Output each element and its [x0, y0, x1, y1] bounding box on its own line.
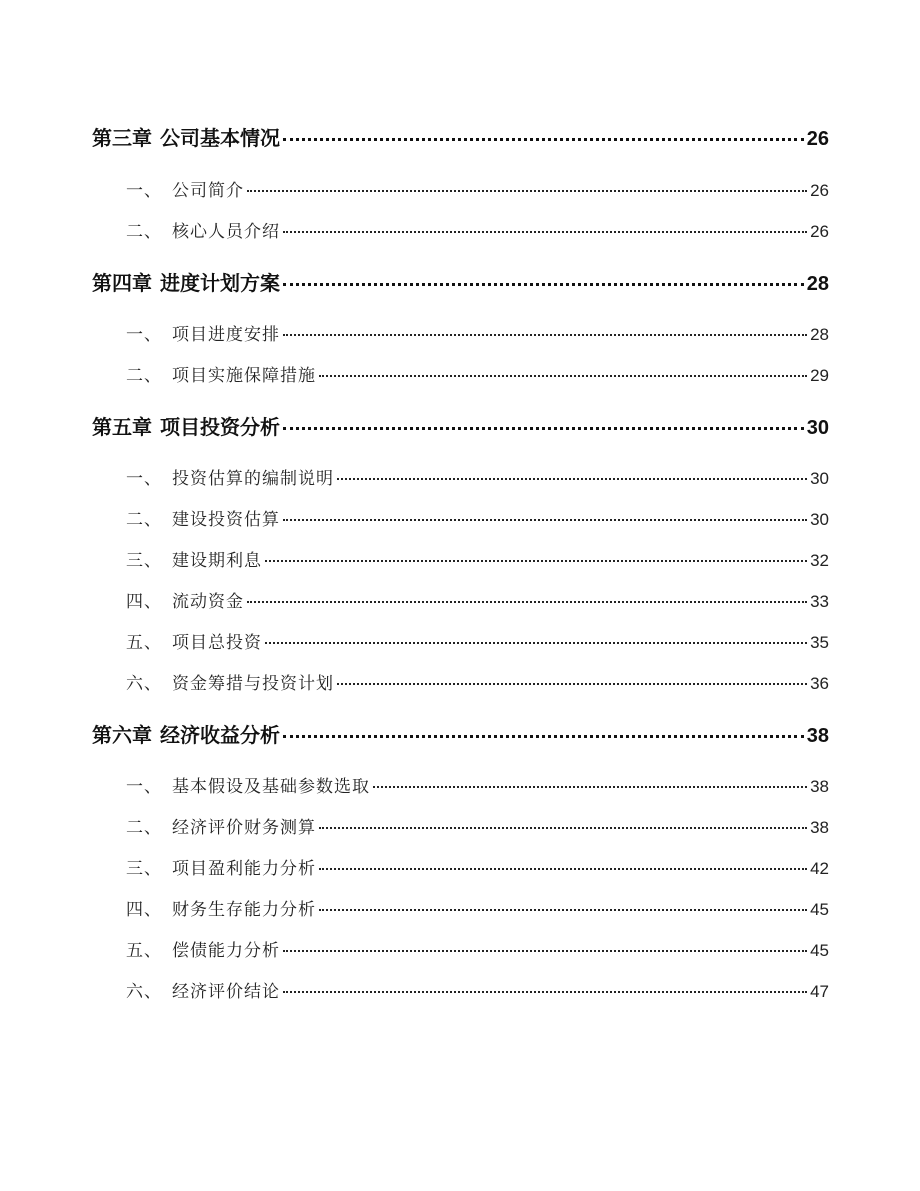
- toc-chapter-3[interactable]: [92, 122, 829, 151]
- chapter-number: 第五章: [92, 415, 152, 439]
- dot-leader: [283, 950, 807, 952]
- toc-chapter-5[interactable]: [92, 411, 829, 440]
- dot-leader: [319, 375, 807, 377]
- page-number: 29: [810, 366, 829, 385]
- section-title: 项目盈利能力分析: [172, 859, 316, 879]
- section-number: 一、: [126, 777, 162, 797]
- chapter-title: 项目投资分析: [160, 415, 280, 439]
- section-number: 二、: [126, 510, 162, 530]
- section-number: 三、: [126, 859, 162, 879]
- toc-section[interactable]: [126, 854, 829, 879]
- dot-leader: [283, 334, 807, 336]
- page-number: 28: [806, 273, 829, 295]
- section-number: 四、: [126, 592, 162, 612]
- section-number: 三、: [126, 551, 162, 571]
- section-number: 二、: [126, 222, 162, 242]
- toc-section[interactable]: [126, 669, 829, 694]
- section-number: 六、: [126, 674, 162, 694]
- section-title: 基本假设及基础参数选取: [172, 777, 370, 797]
- section-title: 投资估算的编制说明: [172, 469, 334, 489]
- page-number: 28: [810, 325, 829, 344]
- page-number: 36: [810, 674, 829, 693]
- page-number: 38: [810, 777, 829, 796]
- dot-leader: [283, 138, 804, 141]
- section-number: 六、: [126, 982, 162, 1002]
- page-number: 42: [810, 859, 829, 878]
- page-number: 30: [810, 510, 829, 529]
- section-number: 一、: [126, 181, 162, 201]
- dot-leader: [283, 735, 804, 738]
- page-number: 30: [810, 469, 829, 488]
- section-title: 建设期利息: [172, 551, 262, 571]
- page-number: 45: [810, 900, 829, 919]
- dot-leader: [283, 283, 804, 286]
- dot-leader: [283, 427, 804, 430]
- section-number: 二、: [126, 818, 162, 838]
- toc-section[interactable]: [126, 546, 829, 571]
- dot-leader: [373, 786, 807, 788]
- toc-section[interactable]: [126, 320, 829, 345]
- dot-leader: [319, 827, 807, 829]
- toc-section[interactable]: [126, 176, 829, 201]
- section-title: 建设投资估算: [172, 510, 280, 530]
- chapter-number: 第六章: [92, 723, 152, 747]
- page-number: 38: [810, 818, 829, 837]
- section-number: 五、: [126, 633, 162, 653]
- section-title: 项目进度安排: [172, 325, 280, 345]
- section-title: 项目实施保障措施: [172, 366, 316, 386]
- section-title: 流动资金: [172, 592, 244, 612]
- page-number: 33: [810, 592, 829, 611]
- toc-section[interactable]: [126, 217, 829, 242]
- toc-section[interactable]: [126, 505, 829, 530]
- dot-leader: [265, 642, 807, 644]
- page-number: 26: [806, 128, 829, 150]
- toc-section[interactable]: [126, 813, 829, 838]
- section-number: 四、: [126, 900, 162, 920]
- dot-leader: [283, 231, 807, 233]
- chapter-title: 公司基本情况: [160, 126, 280, 150]
- toc-section[interactable]: [126, 977, 829, 1002]
- page-number: 26: [810, 222, 829, 241]
- section-title: 偿债能力分析: [172, 941, 280, 961]
- dot-leader: [283, 991, 807, 993]
- dot-leader: [247, 190, 807, 192]
- section-title: 核心人员介绍: [172, 222, 280, 242]
- dot-leader: [319, 868, 807, 870]
- dot-leader: [337, 683, 807, 685]
- toc-section[interactable]: [126, 936, 829, 961]
- section-title: 公司简介: [172, 181, 244, 201]
- page-number: 26: [810, 181, 829, 200]
- chapter-title: 进度计划方案: [160, 271, 280, 295]
- page-number: 32: [810, 551, 829, 570]
- toc-section[interactable]: [126, 361, 829, 386]
- dot-leader: [283, 519, 807, 521]
- toc-section[interactable]: [126, 464, 829, 489]
- chapter-number: 第三章: [92, 126, 152, 150]
- section-title: 经济评价财务测算: [172, 818, 316, 838]
- section-number: 一、: [126, 469, 162, 489]
- chapter-title: 经济收益分析: [160, 723, 280, 747]
- toc-section[interactable]: [126, 772, 829, 797]
- dot-leader: [247, 601, 807, 603]
- page-number: 38: [806, 725, 829, 747]
- chapter-number: 第四章: [92, 271, 152, 295]
- section-number: 一、: [126, 325, 162, 345]
- toc-chapter-4[interactable]: [92, 267, 829, 296]
- toc-section[interactable]: [126, 587, 829, 612]
- dot-leader: [319, 909, 807, 911]
- page-number: 45: [810, 941, 829, 960]
- section-title: 项目总投资: [172, 633, 262, 653]
- page-number: 30: [806, 417, 829, 439]
- section-number: 五、: [126, 941, 162, 961]
- toc-section[interactable]: [126, 895, 829, 920]
- page-number: 35: [810, 633, 829, 652]
- page-number: 47: [810, 982, 829, 1001]
- section-title: 资金筹措与投资计划: [172, 674, 334, 694]
- section-title: 财务生存能力分析: [172, 900, 316, 920]
- section-number: 二、: [126, 366, 162, 386]
- toc-chapter-6[interactable]: [92, 719, 829, 748]
- dot-leader: [337, 478, 807, 480]
- toc-section[interactable]: [126, 628, 829, 653]
- section-title: 经济评价结论: [172, 982, 280, 1002]
- dot-leader: [265, 560, 807, 562]
